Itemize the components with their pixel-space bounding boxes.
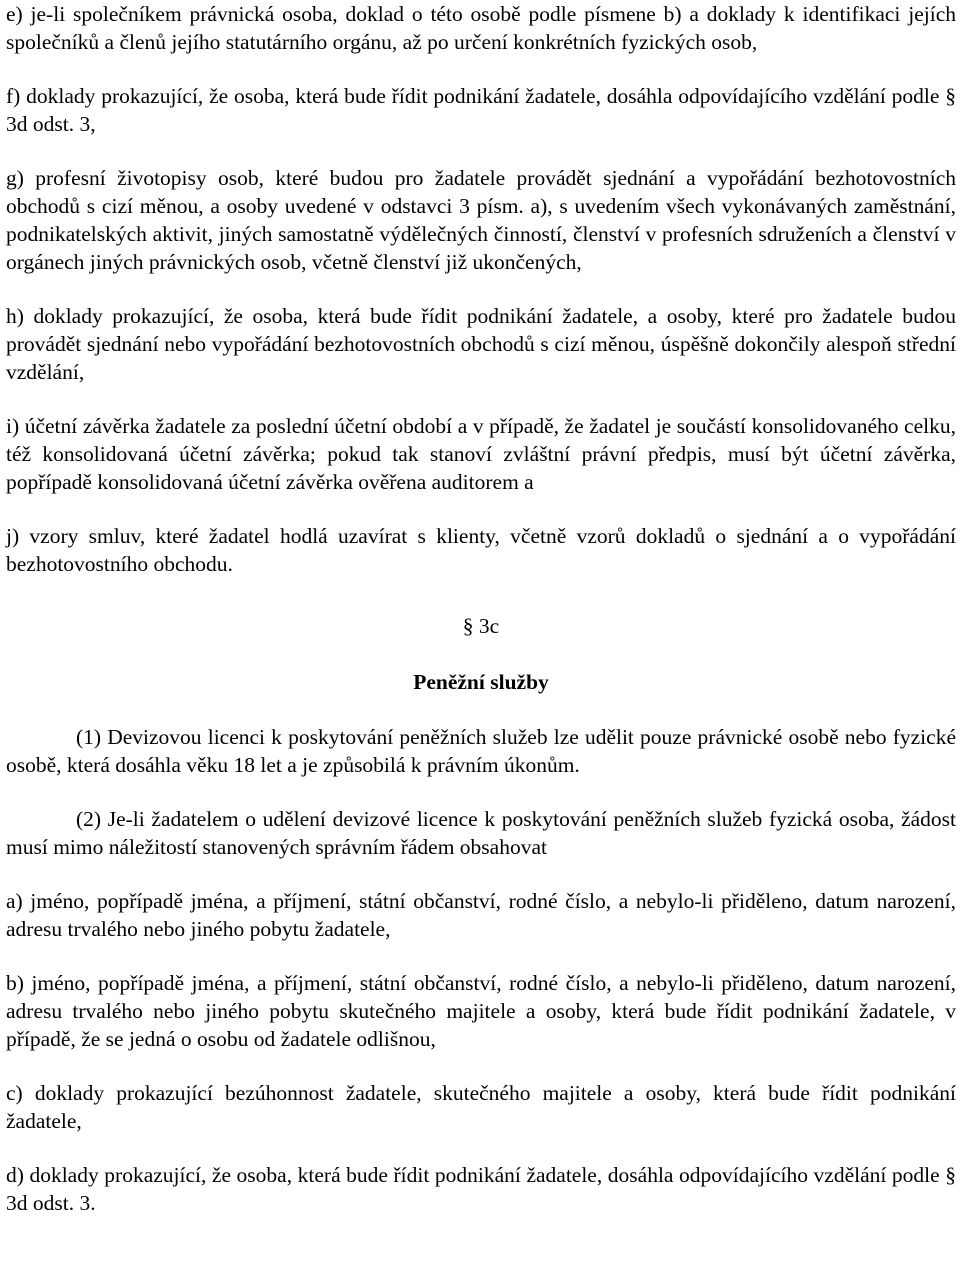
section-mark: § 3c: [462, 614, 500, 638]
item-d: d) doklady prokazující, že osoba, která bude řídit podnikání žadatele, dosáhla odpovídajícího vzdělání podle § 3d odst. 3.: [6, 1163, 956, 1215]
item-c: c) doklady prokazující bezúhonnost žadatele, skutečného majitele a osoby, která bude řídit podnikání žadatele,: [6, 1081, 956, 1133]
item-j: j) vzory smluv, které žadatel hodlá uzavírat s klienty, včetně vzorů dokladů o sjednání a o vypořádání bezhotovostního obchodu.: [6, 524, 956, 576]
document-page: [6, 0, 956, 1217]
item-h: h) doklady prokazující, že osoba, která bude řídit podnikání žadatele, a osoby, které pro žadatele budou provádět sjednání nebo vypořádání bezhotovostních obchodů s cizí měnou, úspěšně dokončily alespoň střední vzdělání,: [6, 304, 956, 384]
item-i: i) účetní závěrka žadatele za poslední účetní období a v případě, že žadatel je součástí konsolidovaného celku, též konsolidovaná účetní závěrka; pokud tak stanoví zvláštní právní předpis, musí být účetní závěrka, popřípadě konsolidovaná účetní závěrka ověřena auditorem a: [6, 414, 956, 494]
paragraph-2: (2) Je-li žadatelem o udělení devizové licence k poskytování peněžních služeb fyzická osoba, žádost musí mimo náležitostí stanovených správním řádem obsahovat: [6, 807, 956, 859]
item-e: e) je-li společníkem právnická osoba, doklad o této osobě podle písmene b) a doklady k identifikaci jejích společníků a členů jejího statutárního orgánu, až po určení konkrétních fyzických osob,: [6, 2, 956, 54]
section-title: Peněžní služby: [413, 670, 549, 694]
paragraph-1: (1) Devizovou licenci k poskytování peněžních služeb lze udělit pouze právnické osobě nebo fyzické osobě, která dosáhla věku 18 let a je způsobilá k právním úkonům.: [6, 725, 956, 777]
item-b: b) jméno, popřípadě jména, a příjmení, státní občanství, rodné číslo, a nebylo-li přiděleno, datum narození, adresu trvalého nebo jiného pobytu skutečného majitele a osoby, která bude řídit podnikání žadatele, v případě, že se jedná o osobu od žadatele odlišnou,: [6, 971, 956, 1051]
item-a: a) jméno, popřípadě jména, a příjmení, státní občanství, rodné číslo, a nebylo-li přiděleno, datum narození, adresu trvalého nebo jiného pobytu žadatele,: [6, 889, 956, 941]
item-f: f) doklady prokazující, že osoba, která bude řídit podnikání žadatele, dosáhla odpovídajícího vzdělání podle § 3d odst. 3,: [6, 84, 956, 136]
item-g: g) profesní životopisy osob, které budou pro žadatele provádět sjednání a vypořádání bezhotovostních obchodů s cizí měnou, a osoby uvedené v odstavci 3 písm. a), s uvedením všech vykonávaných zaměstnání, podnikatelských aktivit, jiných samostatně výdělečných činností, členství v profesních sdruženích a členství v orgánech jiných právnických osob, včetně členství již ukončených,: [6, 166, 956, 274]
